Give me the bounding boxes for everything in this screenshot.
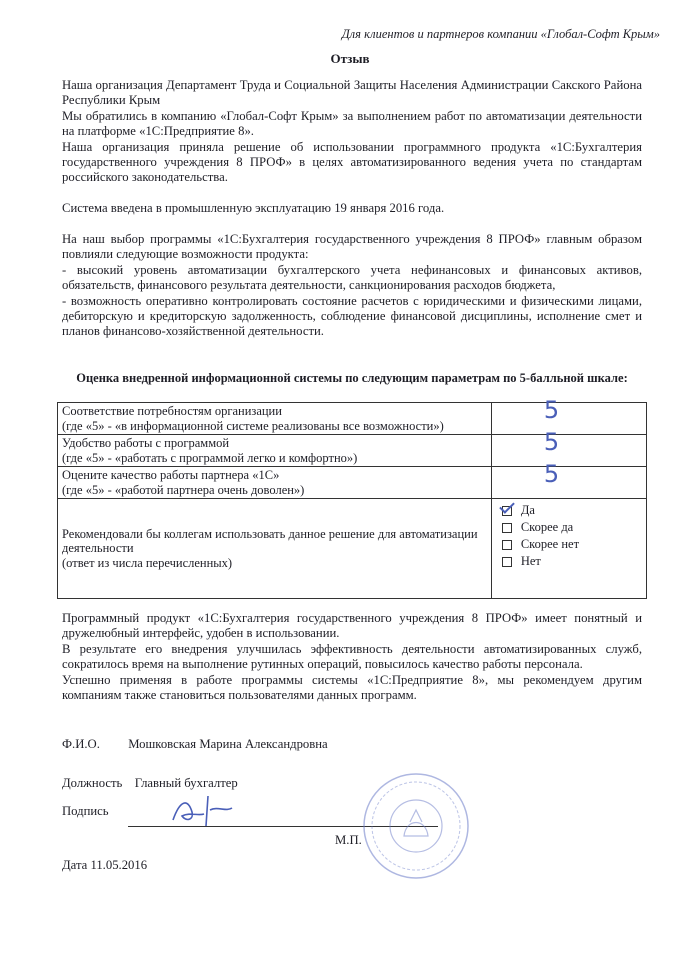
table-row <box>58 467 647 499</box>
intro-launch-date: Система введена в промышленную эксплуатацию 19 января 2016 года. <box>62 201 445 216</box>
position-label: Должность <box>62 776 123 790</box>
conclusion-results: В результате его внедрения улучшилась эффективность деятельности автоматизированных служб, сократилось время на выполнение рутинных операций, повысилось качество работы персонала. <box>62 641 642 672</box>
criterion-cell <box>58 435 492 467</box>
evaluation-title: Оценка внедренной информационной системы по следующим параметрам по 5-балльной шкале: <box>76 371 628 385</box>
criterion-note: (где «5» - «в информационной системе реализованы все возможности») <box>62 418 444 433</box>
checked-checkbox-icon[interactable] <box>502 506 512 516</box>
fio-value: Мошковская Марина Александровна <box>128 737 328 751</box>
fio-field <box>62 737 328 752</box>
criterion-note: (где «5» - «работой партнера очень доволен») <box>62 482 305 497</box>
criterion-cell <box>58 467 492 499</box>
option-label: Да <box>520 503 535 518</box>
recommend-note: (ответ из числа перечисленных) <box>62 555 233 570</box>
checkbox-icon[interactable] <box>502 557 512 567</box>
position-field <box>62 776 238 791</box>
seal-label: М.П. <box>335 833 362 847</box>
document-title: Отзыв <box>330 51 370 66</box>
score-cell <box>491 428 646 467</box>
handwritten-score: 5 <box>543 460 560 488</box>
option-yes[interactable] <box>502 502 642 519</box>
table-row <box>58 499 647 599</box>
evaluation-table <box>57 396 647 599</box>
conclusion-interface: Программный продукт «1С:Бухгалтерия государственного учреждения 8 ПРОФ» имеет понятный и дружелюбный интерфейс, удобен в использовании. <box>62 611 642 641</box>
recommend-options-cell <box>491 499 646 599</box>
checkbox-icon[interactable] <box>502 540 512 550</box>
signature-field <box>62 804 109 819</box>
handwritten-score: 5 <box>543 396 560 424</box>
fio-label: Ф.И.О. <box>62 737 100 751</box>
criterion-label: Удобство работы с программой <box>62 436 230 450</box>
criterion-label: Оцените качество работы партнера «1С» <box>62 468 280 482</box>
handwritten-signature <box>168 790 238 830</box>
option-label: Нет <box>520 554 541 569</box>
intro-choice: На наш выбор программы «1С:Бухгалтерия государственного учреждения 8 ПРОФ» главным образом повлияли следующие возможности продукта: <box>62 232 642 262</box>
option-rather-no[interactable] <box>502 536 642 553</box>
intro-feature-1: - высокий уровень автоматизации бухгалтерского учета нефинансовых и финансовых активов, обязательств, финансового результата деятельности, санкционирования расходов бюджета, <box>62 262 642 293</box>
criterion-label: Соответствие потребностям организации <box>62 404 282 418</box>
option-label: Скорее нет <box>520 537 580 552</box>
blank-line <box>62 186 642 201</box>
conclusion-recommendation: Успешно применяя в работе программы системы «1С:Предприятие 8», мы рекомендуем другим компаниям также становиться пользователями данных программ. <box>62 672 642 703</box>
criterion-note: (где «5» - «работать с программой легко и комфортно») <box>62 450 358 465</box>
recommend-options <box>496 500 642 574</box>
intro-decision: Наша организация приняла решение об использовании программного продукта «1С:Бухгалтерия государственного учреждения 8 ПРОФ» в целях автоматизированного ведения учета по стандартам российского законодательства. <box>62 139 642 185</box>
position-value: Главный бухгалтер <box>134 776 238 790</box>
intro-organization: Наша организация Департамент Труда и Социальной Защиты Населения Администрации Сакского Района Республики Крым <box>62 78 642 108</box>
organization-seal <box>360 770 472 882</box>
criterion-cell <box>58 403 492 435</box>
option-label: Скорее да <box>520 520 574 535</box>
intro-feature-2: - возможность оперативно контролировать состояние расчетов с юридическими и физическими лицами, дебиторскую и кредиторскую задолженность, соблюдение финансовой дисциплины, исполнение смет и планов финансово-хозяйственной деятельности. <box>62 293 642 339</box>
blank-line <box>62 217 642 232</box>
score-cell <box>491 460 646 499</box>
recommend-cell <box>58 499 492 599</box>
score-cell <box>491 396 646 435</box>
option-no[interactable] <box>502 553 642 570</box>
option-rather-yes[interactable] <box>502 519 642 536</box>
intro-section <box>62 78 642 340</box>
conclusion-section <box>62 611 642 703</box>
handwritten-score: 5 <box>543 428 560 456</box>
document-date: Дата 11.05.2016 <box>62 858 148 872</box>
checkbox-icon[interactable] <box>502 523 512 533</box>
header-note: Для клиентов и партнеров компании «Глобал-Софт Крым» <box>341 27 660 41</box>
signature-label: Подпись <box>62 804 109 818</box>
intro-contact: Мы обратились в компанию «Глобал-Софт Крым» за выполнением работ по автоматизации деятельности на платформе «1С:Предприятие 8». <box>62 108 642 139</box>
recommend-question: Рекомендовали бы коллегам использовать данное решение для автоматизации деятельности <box>62 526 478 556</box>
